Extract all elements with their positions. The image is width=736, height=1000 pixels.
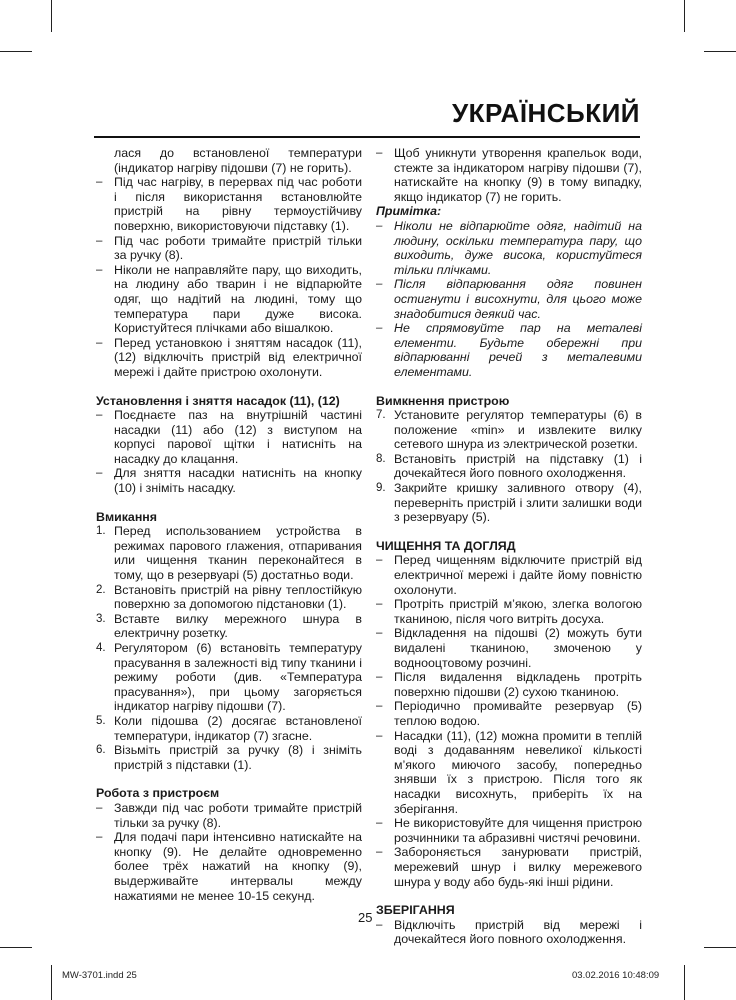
section-heading-switch-on: Вмикання <box>96 509 158 524</box>
crop-mark <box>0 51 32 52</box>
footer-filename: MW-3701.indd 25 <box>62 970 137 981</box>
numbered-item: 6. Візьміть пристрій за ручку (8) і зніміть пристрій з підставки (1). <box>96 743 362 772</box>
note-item: – Після відпарювання одяг повинен остигнути і висохнути, для цього може знадобитися деякий час. <box>376 277 642 321</box>
crop-mark <box>51 965 52 1000</box>
list-item: – Для подачі пари інтенсивно натискайте на кнопку (9). Не делайте одновременно более трёх нажатий на кнопку (9), выдерживайте интервалы между нажатиями не менее 10-15 секунд. <box>96 830 362 903</box>
footer-timestamp: 03.02.2016 10:48:09 <box>572 970 660 981</box>
crop-mark <box>0 947 32 948</box>
list-item: – Під час роботи тримайте пристрій тільки за ручку (8). <box>96 233 362 263</box>
list-item: – Перед чищенням відключите пристрій від електричної мережі і дайте йому повністю охолонути. <box>376 553 642 597</box>
page-title: УКРАЇНСЬКИЙ <box>451 98 640 128</box>
list-item: – Не використовуйте для чищення пристрою розчинники та абразивні чистячі речовини. <box>376 816 642 845</box>
note-item: – Ніколи не відпарюйте одяг, надітий на людину, оскільки температура пару, що виходить, дуже висока, користуйтеся тільки плічками. <box>376 218 642 277</box>
numbered-item: 4. Регулятором (6) встановіть температуру прасування в залежності від типу тканини і режиму роботи (див. «Температура прасування»), при цьому загоряється індикатор нагріву підошви (7). <box>96 641 362 714</box>
list-item: – Після видалення відкладень протріть поверхню підошви (2) сухою тканиною. <box>376 670 642 699</box>
list-item: – Поєднаєте паз на внутрішній частині насадки (11) або (12) з виступом на корпусі парової щітки і натисніть на насадку до клацання. <box>96 408 362 466</box>
crop-mark <box>684 0 685 32</box>
note-heading: Примітка: <box>376 204 442 219</box>
right-column <box>376 146 642 947</box>
list-item: – Завжди під час роботи тримайте пристрій тільки за ручку (8). <box>96 800 362 830</box>
list-item: – Для зняття насадки натисніть на кнопку (10) і зніміть насадку. <box>96 466 362 496</box>
crop-mark <box>684 965 685 1000</box>
section-heading-operation: Робота з пристроєм <box>96 786 220 801</box>
numbered-item: 2. Встановіть пристрій на рівну теплостійкую поверхню за допомогою підстановки (1). <box>96 582 362 612</box>
section-heading-attachments: Установлення і зняття насадок (11), (12) <box>96 393 340 408</box>
title-divider <box>94 136 640 138</box>
list-item: – Під час нагріву, в перервах під час роботи і після використання встановлюйте пристрій на рівну термоустійчиву поверхню, використовуючи підставку (1). <box>96 175 362 233</box>
numbered-item: 5. Коли підошва (2) досягає встановленої температури, індикатор (7) згасне. <box>96 713 362 743</box>
page-number: 25 <box>358 910 373 925</box>
list-item: – Ніколи не направляйте пару, що виходить, на людину або тварин і не відпарюйте одяг, що надітий на людині, тому що температура пари дуже висока. Користуйтеся плічками або вішалкою. <box>96 262 362 336</box>
note-item: – Не спрямовуйте пар на металеві елементи. Будьте обережні при відпарюванні речей з металевими елементами. <box>376 321 642 379</box>
section-heading-cleaning: ЧИЩЕННЯ ТА ДОГЛЯД <box>376 538 516 553</box>
numbered-item: 1. Перед использованием устройства в режимах парового глажения, отпаривания или чищення тканин переконайтеся в тому, що в резервуарі (5) достатньо води. <box>96 524 362 583</box>
numbered-item: 8. Встановіть пристрій на підставку (1) і дочекайтеся його повного охолодження. <box>376 451 642 481</box>
numbered-item: 3. Вставте вилку мережного шнура в електричну розетку. <box>96 611 362 641</box>
list-item: – Відкладення на підошві (2) можуть бути видалені тканиною, змоченою у воднооцтовому розчині. <box>376 626 642 670</box>
list-item: – Перед установкою і зняттям насадок (11), (12) відключіть пристрій від електричної мережі і дайте пристрою охолонути. <box>96 335 362 379</box>
list-item: – Періодично промивайте резервуар (5) теплою водою. <box>376 699 642 728</box>
crop-mark <box>51 0 52 32</box>
list-item: – Щоб уникнути утворення крапельок води, стежте за індикатором нагріву підошви (7), натискайте на кнопку (9) в тому випадку, якщо індикатор (7) не горить. <box>376 146 642 204</box>
list-item: – Відключіть пристрій від мережі і дочекайтеся його повного охолодження. <box>376 917 642 947</box>
list-item: – Насадки (11), (12) можна промити в теплій воді з додаванням невеликої кількості м’якого миючого засобу, попередньо знявши їх з пристрою. Після того як насадки висохнуть, приберіть їх на зберігання. <box>376 728 642 816</box>
numbered-item: 9. Закрийте кришку заливного отвору (4), переверніть пристрій і злити залишки води з резервуару (5). <box>376 481 642 525</box>
crop-mark <box>704 947 736 948</box>
section-heading-storage: ЗБЕРІГАННЯ <box>376 903 455 918</box>
numbered-item: 7. Установите регулятор температуры (6) в положение «min» и извлеките вилку сетевого шнура из электрической розетки. <box>376 408 642 452</box>
list-item: – Забороняється занурювати пристрій, мережевий шнур і вилку мережевого шнура у воду або будь-які інші рідини. <box>376 845 642 889</box>
list-item: – Протріть пристрій м’якою, злегка вологою тканиною, після чого витріть досуха. <box>376 597 642 626</box>
section-heading-switch-off: Вимкнення пристрою <box>376 393 510 408</box>
crop-mark <box>704 51 736 52</box>
left-column <box>96 146 362 903</box>
continued-paragraph: лася до встановленої температури (індикатор нагріву підошви (7) не горить). <box>114 146 362 175</box>
